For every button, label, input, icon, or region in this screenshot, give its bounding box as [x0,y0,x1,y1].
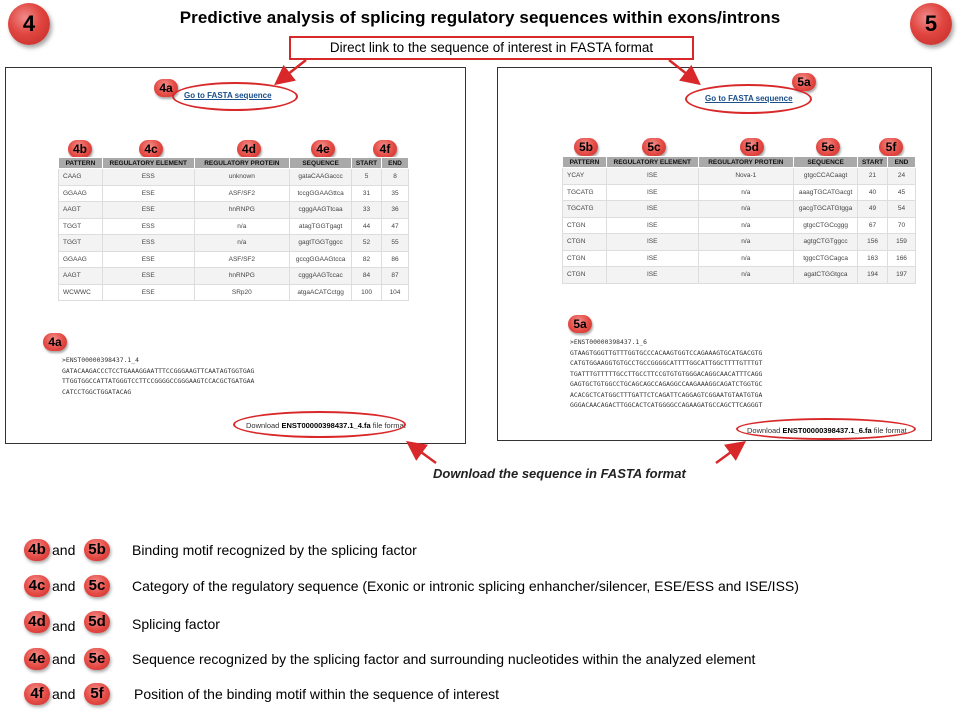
cell-start: 33 [352,202,382,219]
cell-regulatory-protein: n/a [698,201,794,218]
table-row [59,218,409,235]
cell-pattern: GGAAG [59,251,103,268]
cell-start: 21 [858,168,888,185]
legend-badge-5b: 5b [84,539,110,561]
table-row [563,250,916,267]
cell-pattern: TGCATG [563,201,607,218]
download-suffix: file format [871,426,907,435]
cell-regulatory-protein: hnRNPG [194,268,290,285]
col-header-pattern: PATTERN [563,157,607,168]
table-row [563,267,916,284]
legend-badge-4f: 4f [24,683,50,705]
cell-regulatory-element: ISE [606,184,698,201]
cell-regulatory-element: ISE [606,234,698,251]
cell-regulatory-element: ISE [606,250,698,267]
cell-regulatory-protein: ASF/SF2 [194,251,290,268]
cell-pattern: CTGN [563,217,607,234]
cell-end: 45 [888,184,916,201]
cell-sequence: cgggAAGTtcaa [290,202,352,219]
cell-regulatory-protein: n/a [698,267,794,284]
badge-5b: 5b [574,138,598,156]
fasta-sequence-5: >ENST00000398437.1_6 GTAAGTGGGTTGTTTGGTGCCCACAAGTGGTCCAGAAAGTGCATGACGTG CATGTGGAAGGTGTGCCTGCCGGGGCATTTTGGCATTGGCTTTTGTTTGT TGATTTGTTTTTGCCTTGCCTTCCGTGTGTGGGACAGGCAACATTTCAGG GAGTGCTGTGGCCTGCAGCAGCCAGAGGCCAAGAAAGGCAGATCTGGTGC ACACGCTCATGGCTTTGATTCTCAGATTCAGGAGTCGGAATGTAATGTGA GGGACAACAGACTTGGCACTCATGGGGCCAGAAGATGCCAGCTTCAGGGT [570,338,763,409]
cell-pattern: AAGT [59,202,103,219]
cell-start: 44 [352,218,382,235]
cell-start: 156 [858,234,888,251]
cell-end: 159 [888,234,916,251]
cell-end: 70 [888,217,916,234]
cell-pattern: CTGN [563,267,607,284]
cell-regulatory-element: ESS [102,218,194,235]
legend-text-category: Category of the regulatory sequence (Exonic or intronic splicing enhancher/silencer, ESE/ESS and ISE/ISS) [132,578,799,594]
cell-regulatory-element: ESS [102,169,194,186]
cell-regulatory-element: ESE [102,202,194,219]
table-row [563,234,916,251]
table-row [59,185,409,202]
legend-badge-5e: 5e [84,648,110,670]
table-row [59,284,409,301]
cell-pattern: AAGT [59,268,103,285]
page-title: Predictive analysis of splicing regulatory sequences within exons/introns [179,8,781,27]
cell-regulatory-element: ESE [102,185,194,202]
cell-regulatory-protein: n/a [698,217,794,234]
cell-regulatory-element: ISE [606,217,698,234]
table-row [59,202,409,219]
badge-4b: 4b [68,140,92,158]
legend-badge-4c: 4c [24,575,50,597]
cell-regulatory-element: ISE [606,201,698,218]
cell-regulatory-element: ISE [606,267,698,284]
legend-row-c [0,575,960,599]
badge-5a-top: 5a [792,73,816,91]
table-row [563,184,916,201]
cell-regulatory-protein: n/a [698,250,794,267]
legend-row-d [0,611,960,635]
badge-4f: 4f [373,140,397,158]
legend-row-e [0,648,960,672]
cell-start: 5 [352,169,382,186]
legend-text-splicing-factor: Splicing factor [132,616,220,632]
cell-pattern: TGGT [59,235,103,252]
cell-regulatory-protein: n/a [194,218,290,235]
legend-and: and [52,618,76,634]
col-header-regulatory-protein: REGULATORY PROTEIN [194,158,290,169]
badge-4e: 4e [311,140,335,158]
cell-end: 36 [382,202,409,219]
cell-regulatory-protein: unknown [194,169,290,186]
legend-text-sequence-recognized: Sequence recognized by the splicing factor and surrounding nucleotides within the analyzed element [132,651,756,667]
panel-exon-results [5,67,466,444]
badge-5d: 5d [740,138,764,156]
fasta-link-highlight-4 [172,82,298,111]
badge-5f: 5f [879,138,903,156]
col-header-end: END [382,158,409,169]
table-row [563,168,916,185]
table-row [59,268,409,285]
cell-start: 84 [352,268,382,285]
cell-sequence: cgggAAGTccac [290,268,352,285]
cell-start: 67 [858,217,888,234]
download-filename: ENST00000398437.1_4.fa [281,421,371,430]
cell-regulatory-protein: hnRNPG [194,202,290,219]
cell-pattern: CTGN [563,250,607,267]
col-header-sequence: SEQUENCE [290,158,352,169]
legend-and: and [52,686,76,702]
badge-5e: 5e [816,138,840,156]
legend-badge-4e: 4e [24,648,50,670]
cell-pattern: GGAAG [59,185,103,202]
cell-sequence: agtgCTGTggcc [794,234,858,251]
col-header-start: START [858,157,888,168]
cell-regulatory-protein: n/a [698,184,794,201]
cell-start: 194 [858,267,888,284]
legend-text-binding-motif: Binding motif recognized by the splicing factor [132,542,417,558]
fasta-link-callout: Direct link to the sequence of interest in FASTA format [289,36,694,60]
legend-badge-4b: 4b [24,539,50,561]
cell-sequence: gacgTGCATGtgga [794,201,858,218]
cell-end: 8 [382,169,409,186]
col-header-start: START [352,158,382,169]
col-header-regulatory-element: REGULATORY ELEMENT [606,157,698,168]
cell-pattern: YCAY [563,168,607,185]
arrow-to-download-4 [410,444,436,463]
legend-badge-4d: 4d [24,611,50,633]
cell-start: 49 [858,201,888,218]
cell-start: 82 [352,251,382,268]
cell-end: 166 [888,250,916,267]
legend-badge-5d: 5d [84,611,110,633]
table-row [563,201,916,218]
legend-badge-5c: 5c [84,575,110,597]
badge-5a-sequence: 5a [568,315,592,333]
download-filename: ENST00000398437.1_6.fa [782,426,872,435]
col-header-regulatory-protein: REGULATORY PROTEIN [698,157,794,168]
cell-regulatory-protein: n/a [194,235,290,252]
col-header-regulatory-element: REGULATORY ELEMENT [102,158,194,169]
cell-pattern: TGCATG [563,184,607,201]
cell-end: 24 [888,168,916,185]
cell-sequence: gataCAAGaccc [290,169,352,186]
fasta-link-highlight-5 [685,84,812,114]
cell-end: 54 [888,201,916,218]
cell-regulatory-element: ESE [102,251,194,268]
legend-and: and [52,651,76,667]
cell-end: 47 [382,218,409,235]
cell-regulatory-protein: ASF/SF2 [194,185,290,202]
table-row [59,235,409,252]
cell-end: 35 [382,185,409,202]
cell-end: 197 [888,267,916,284]
cell-sequence: aaagTGCATGacgt [794,184,858,201]
cell-sequence: atagTGGTgagt [290,218,352,235]
go-to-fasta-link-4[interactable]: Go to FASTA sequence [184,91,272,100]
download-link-highlight-5 [736,418,916,440]
table-row [59,169,409,186]
regulatory-elements-table-5 [562,156,916,284]
legend-row-f [0,683,960,707]
cell-start: 163 [858,250,888,267]
legend-and: and [52,542,76,558]
cell-sequence: gccgGGAAGtcca [290,251,352,268]
legend-and: and [52,578,76,594]
table-row [59,251,409,268]
cell-end: 55 [382,235,409,252]
download-prefix: Download [246,421,282,430]
badge-4d: 4d [237,140,261,158]
go-to-fasta-link-5[interactable]: Go to FASTA sequence [705,94,793,103]
cell-sequence: tccgGGAAGttca [290,185,352,202]
download-suffix: file format [370,421,406,430]
cell-regulatory-protein: Nova-1 [698,168,794,185]
cell-sequence: gtgcCCACaagt [794,168,858,185]
badge-4a-top: 4a [154,79,178,97]
fasta-sequence-4: >ENST00000398437.1_4 GATACAAGACCCTCCTGAAAGGAATTTCCGGGAAGTTCAATAGTGGTGAG TTGGTGGCCATTATGGGTCCTTCCGGGGCCGGGAAGTCCACGCTGATGAA CATCCTGGCTGGATACAG [62,356,255,396]
badge-5c: 5c [642,138,666,156]
download-prefix: Download [747,426,783,435]
step-5-badge: 5 [910,3,952,45]
cell-pattern: CTGN [563,234,607,251]
cell-sequence: agatCTGGtgca [794,267,858,284]
cell-sequence: gtgcCTGCcggg [794,217,858,234]
legend-text-position: Position of the binding motif within the sequence of interest [134,686,499,702]
cell-regulatory-protein: n/a [698,234,794,251]
badge-4c: 4c [139,140,163,158]
col-header-end: END [888,157,916,168]
cell-regulatory-element: ESE [102,268,194,285]
cell-pattern: TGGT [59,218,103,235]
col-header-pattern: PATTERN [59,158,103,169]
cell-pattern: CAAG [59,169,103,186]
cell-sequence: gagtTGGTggcc [290,235,352,252]
col-header-sequence: SEQUENCE [794,157,858,168]
cell-regulatory-element: ISE [606,168,698,185]
legend-badge-5f: 5f [84,683,110,705]
cell-end: 86 [382,251,409,268]
table-row [563,217,916,234]
legend-row-b [0,539,960,563]
cell-start: 100 [352,284,382,301]
cell-pattern: WCWWC [59,284,103,301]
cell-start: 31 [352,185,382,202]
download-link-highlight-4 [233,411,406,438]
cell-regulatory-element: ESS [102,235,194,252]
cell-sequence: tggcCTGCagca [794,250,858,267]
cell-start: 52 [352,235,382,252]
badge-4a-sequence: 4a [43,333,67,351]
cell-end: 87 [382,268,409,285]
cell-regulatory-element: ESE [102,284,194,301]
panel-intron-results [497,67,932,441]
step-4-badge: 4 [8,3,50,45]
cell-sequence: atgaACATCctgg [290,284,352,301]
arrow-to-download-5 [716,444,742,463]
cell-start: 40 [858,184,888,201]
regulatory-elements-table-4 [58,157,409,301]
download-caption: Download the sequence in FASTA format [433,466,686,481]
cell-end: 104 [382,284,409,301]
cell-regulatory-protein: SRp20 [194,284,290,301]
